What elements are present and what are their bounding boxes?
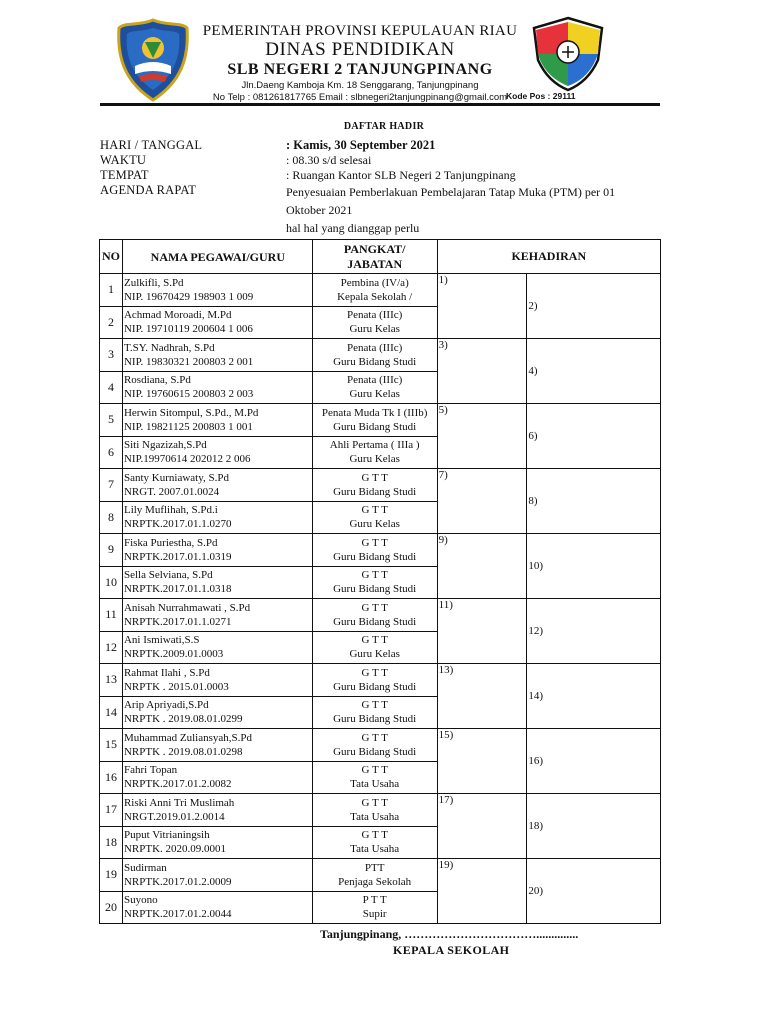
position: Tata Usaha bbox=[350, 778, 400, 791]
rank-cell bbox=[312, 566, 437, 599]
school-crest-icon bbox=[528, 14, 608, 92]
row-number: 20 bbox=[100, 891, 123, 924]
rank-grade: G T T bbox=[361, 569, 388, 582]
letterhead-rule bbox=[100, 103, 660, 106]
position: Guru Kelas bbox=[349, 323, 400, 336]
employee-name: Santy Kurniawaty, S.Pd bbox=[123, 471, 229, 484]
signature-cell-even[interactable]: 2) bbox=[527, 274, 661, 339]
position: Guru Bidang Studi bbox=[333, 550, 417, 563]
row-number: 10 bbox=[100, 566, 123, 599]
employee-cell bbox=[122, 436, 312, 469]
rank-grade: G T T bbox=[361, 666, 388, 679]
table-row bbox=[100, 859, 661, 892]
employee-cell bbox=[122, 566, 312, 599]
row-number: 1 bbox=[100, 274, 123, 307]
row-number: 19 bbox=[100, 859, 123, 892]
signature-cell-odd[interactable]: 9) bbox=[437, 534, 527, 599]
employee-cell bbox=[122, 501, 312, 534]
signature-cell-even[interactable]: 20) bbox=[527, 859, 661, 924]
position: Guru Kelas bbox=[349, 518, 400, 531]
table-row bbox=[100, 794, 661, 827]
signature-cell-odd[interactable]: 1) bbox=[437, 274, 527, 339]
signature-cell-even[interactable]: 16) bbox=[527, 729, 661, 794]
employee-name: Zulkifli, S.Pd bbox=[123, 276, 184, 289]
signature-cell-even[interactable]: 10) bbox=[527, 534, 661, 599]
employee-name: Herwin Sitompul, S.Pd., M.Pd bbox=[123, 406, 259, 419]
rank-cell bbox=[312, 404, 437, 437]
rank-cell bbox=[312, 306, 437, 339]
date-label: HARI / TANGGAL bbox=[100, 138, 203, 152]
employee-cell bbox=[122, 371, 312, 404]
signature-cell-even[interactable]: 8) bbox=[527, 469, 661, 534]
position: Penjaga Sekolah bbox=[338, 875, 412, 888]
employee-cell bbox=[122, 761, 312, 794]
employee-id: NRPTK.2017.01.1.0271 bbox=[123, 615, 232, 628]
employee-name: Puput Vitrianingsih bbox=[123, 829, 210, 842]
rank-grade: G T T bbox=[361, 764, 388, 777]
rank-grade: G T T bbox=[361, 471, 388, 484]
rank-cell bbox=[312, 436, 437, 469]
employee-id: NRPTK.2017.01.1.0319 bbox=[123, 550, 232, 563]
signature-cell-odd[interactable]: 11) bbox=[437, 599, 527, 664]
rank-grade: PTT bbox=[364, 861, 385, 874]
employee-name: T.SY. Nadhrah, S.Pd bbox=[123, 341, 215, 354]
employee-name: Arip Apriyadi,S.Pd bbox=[123, 699, 209, 712]
position: Guru Bidang Studi bbox=[333, 583, 417, 596]
row-number: 12 bbox=[100, 631, 123, 664]
row-number: 15 bbox=[100, 729, 123, 762]
position: Guru Kelas bbox=[349, 388, 400, 401]
rank-cell bbox=[312, 534, 437, 567]
signature-cell-even[interactable]: 14) bbox=[527, 664, 661, 729]
rank-grade: Penata Muda Tk I (IIIb) bbox=[321, 406, 428, 419]
row-number: 6 bbox=[100, 436, 123, 469]
employee-name: Rosdiana, S.Pd bbox=[123, 374, 191, 387]
employee-id: NRPTK . 2019.08.01.0298 bbox=[123, 745, 243, 758]
employee-id: NRGT. 2007.01.0024 bbox=[123, 485, 220, 498]
employee-cell bbox=[122, 404, 312, 437]
position: Kepala Sekolah / bbox=[337, 290, 413, 303]
employee-name: Muhammad Zuliansyah,S.Pd bbox=[123, 731, 252, 744]
kop-agency: DINAS PENDIDIKAN bbox=[265, 39, 455, 60]
row-number: 13 bbox=[100, 664, 123, 697]
employee-cell bbox=[122, 794, 312, 827]
provincial-emblem-icon bbox=[115, 18, 191, 102]
row-number: 18 bbox=[100, 826, 123, 859]
rank-cell bbox=[312, 859, 437, 892]
employee-id: NRPTK . 2019.08.01.0299 bbox=[123, 713, 243, 726]
signature-cell-odd[interactable]: 5) bbox=[437, 404, 527, 469]
rank-grade: P T T bbox=[362, 894, 387, 907]
signature-cell-odd[interactable]: 17) bbox=[437, 794, 527, 859]
table-row bbox=[100, 469, 661, 502]
position: Guru Bidang Studi bbox=[333, 680, 417, 693]
signature-cell-odd[interactable]: 15) bbox=[437, 729, 527, 794]
position: Guru Bidang Studi bbox=[333, 713, 417, 726]
position: Guru Bidang Studi bbox=[333, 420, 417, 433]
rank-cell bbox=[312, 729, 437, 762]
document-title: DAFTAR HADIR bbox=[343, 121, 425, 132]
position: Guru Bidang Studi bbox=[333, 745, 417, 758]
rank-grade: G T T bbox=[361, 601, 388, 614]
rank-cell bbox=[312, 371, 437, 404]
position: Supir bbox=[362, 908, 387, 921]
info-row-place bbox=[100, 168, 660, 183]
employee-cell bbox=[122, 664, 312, 697]
rank-cell bbox=[312, 599, 437, 632]
attendance-table bbox=[99, 239, 661, 924]
employee-id: NRPTK.2017.01.2.0082 bbox=[123, 778, 232, 791]
employee-id: NRPTK.2017.01.1.0318 bbox=[123, 583, 232, 596]
employee-id: NIP. 19670429 198903 1 009 bbox=[123, 290, 254, 303]
employee-id: NRGT.2019.01.2.0014 bbox=[123, 810, 225, 823]
table-row bbox=[100, 274, 661, 307]
agenda-line-1: Penyesuaian Pemberlakuan Pembelajaran Tatap Muka (PTM) per 01 bbox=[286, 185, 616, 199]
employee-id: NIP.19970614 202012 2 006 bbox=[123, 453, 251, 466]
row-number: 16 bbox=[100, 761, 123, 794]
employee-id: NRPTK.2017.01.2.0044 bbox=[123, 908, 232, 921]
attendance-table-body bbox=[100, 274, 661, 924]
info-row-time bbox=[100, 153, 660, 168]
table-row bbox=[100, 404, 661, 437]
header-rank-line1: PANGKAT/ bbox=[343, 241, 406, 256]
rank-cell bbox=[312, 794, 437, 827]
employee-cell bbox=[122, 891, 312, 924]
info-row-agenda bbox=[100, 183, 660, 237]
time-value: : 08.30 s/d selesai bbox=[286, 153, 372, 167]
agenda-label: AGENDA RAPAT bbox=[100, 183, 197, 197]
table-row bbox=[100, 534, 661, 567]
employee-id: NRPTK . 2015.01.0003 bbox=[123, 680, 229, 693]
agenda-value bbox=[286, 183, 660, 237]
employee-id: NRPTK.2017.01.1.0270 bbox=[123, 518, 232, 531]
employee-name: Fahri Topan bbox=[123, 764, 178, 777]
header-rank bbox=[312, 240, 437, 274]
rank-cell bbox=[312, 339, 437, 372]
rank-cell bbox=[312, 501, 437, 534]
position: Guru Bidang Studi bbox=[333, 485, 417, 498]
kop-school: SLB NEGERI 2 TANJUNGPINANG bbox=[227, 61, 493, 78]
signature-cell-even[interactable]: 6) bbox=[527, 404, 661, 469]
rank-grade: G T T bbox=[361, 731, 388, 744]
signature-cell-even[interactable]: 18) bbox=[527, 794, 661, 859]
employee-name: Achmad Moroadi, M.Pd bbox=[123, 309, 232, 322]
header-name: NAMA PEGAWAI/GURU bbox=[122, 240, 312, 274]
employee-cell bbox=[122, 534, 312, 567]
employee-cell bbox=[122, 306, 312, 339]
table-row bbox=[100, 339, 661, 372]
time-label: WAKTU bbox=[100, 153, 147, 167]
employee-name: Anisah Nurrahmawati , S.Pd bbox=[123, 601, 251, 614]
employee-id: NIP. 19710119 200604 1 006 bbox=[123, 323, 253, 336]
rank-grade: G T T bbox=[361, 504, 388, 517]
row-number: 3 bbox=[100, 339, 123, 372]
employee-name: Fiska Puriestha, S.Pd bbox=[123, 536, 218, 549]
rank-grade: G T T bbox=[361, 536, 388, 549]
meeting-info bbox=[100, 138, 660, 237]
signature-place-date: Tanjungpinang, …………………………….............. bbox=[320, 927, 579, 941]
employee-id: NIP. 19830321 200803 2 001 bbox=[123, 355, 254, 368]
employee-cell bbox=[122, 729, 312, 762]
signature-cell-even[interactable]: 12) bbox=[527, 599, 661, 664]
employee-name: Suyono bbox=[123, 894, 158, 907]
employee-name: Ani Ismiwati,S.S bbox=[123, 634, 200, 647]
rank-grade: Ahli Pertama ( IIIa ) bbox=[329, 439, 420, 452]
row-number: 2 bbox=[100, 306, 123, 339]
rank-grade: G T T bbox=[361, 829, 388, 842]
employee-name: Sudirman bbox=[123, 861, 167, 874]
row-number: 8 bbox=[100, 501, 123, 534]
row-number: 4 bbox=[100, 371, 123, 404]
position: Guru Bidang Studi bbox=[333, 615, 417, 628]
rank-cell bbox=[312, 761, 437, 794]
signature-cell-even[interactable]: 4) bbox=[527, 339, 661, 404]
employee-cell bbox=[122, 274, 312, 307]
employee-cell bbox=[122, 469, 312, 502]
rank-grade: Penata (IIIc) bbox=[347, 309, 403, 322]
signature-cell-odd[interactable]: 13) bbox=[437, 664, 527, 729]
position: Tata Usaha bbox=[350, 843, 400, 856]
row-number: 17 bbox=[100, 794, 123, 827]
employee-id: NRPTK.2009.01.0003 bbox=[123, 648, 224, 661]
employee-name: Lily Muflihah, S.Pd.i bbox=[123, 504, 218, 517]
table-row bbox=[100, 729, 661, 762]
employee-cell bbox=[122, 859, 312, 892]
agenda-line-2: Oktober 2021 bbox=[286, 203, 353, 217]
date-value: : Kamis, 30 September 2021 bbox=[286, 138, 436, 152]
employee-id: NRPTK. 2020.09.0001 bbox=[123, 843, 227, 856]
employee-cell bbox=[122, 599, 312, 632]
employee-name: Rahmat Ilahi , S.Pd bbox=[123, 666, 210, 679]
employee-id: NRPTK.2017.01.2.0009 bbox=[123, 875, 232, 888]
position: Guru Kelas bbox=[349, 648, 400, 661]
employee-id: NIP. 19821125 200803 1 001 bbox=[123, 420, 253, 433]
rank-cell bbox=[312, 274, 437, 307]
letterhead bbox=[0, 0, 768, 110]
rank-cell bbox=[312, 696, 437, 729]
employee-id: NIP. 19760615 200803 2 003 bbox=[123, 388, 254, 401]
table-header-row bbox=[100, 240, 661, 274]
position: Tata Usaha bbox=[350, 810, 400, 823]
row-number: 5 bbox=[100, 404, 123, 437]
header-attendance: KEHADIRAN bbox=[437, 240, 660, 274]
agenda-line-3: hal hal yang dianggap perlu bbox=[286, 221, 420, 235]
header-no: NO bbox=[100, 240, 123, 274]
employee-cell bbox=[122, 339, 312, 372]
table-row bbox=[100, 664, 661, 697]
info-row-date bbox=[100, 138, 660, 153]
employee-name: Sella Selviana, S.Pd bbox=[123, 569, 213, 582]
rank-grade: Penata (IIIc) bbox=[347, 341, 403, 354]
row-number: 9 bbox=[100, 534, 123, 567]
rank-cell bbox=[312, 631, 437, 664]
rank-grade: G T T bbox=[361, 634, 388, 647]
row-number: 14 bbox=[100, 696, 123, 729]
row-number: 11 bbox=[100, 599, 123, 632]
signature-cell-odd[interactable]: 19) bbox=[437, 859, 527, 924]
kop-contact: No Telp : 081261817765 Email : slbnegeri2tanjungpinang@gmail.com bbox=[212, 92, 508, 103]
position: Guru Kelas bbox=[349, 453, 400, 466]
position: Guru Bidang Studi bbox=[333, 355, 417, 368]
rank-cell bbox=[312, 891, 437, 924]
place-value: : Ruangan Kantor SLB Negeri 2 Tanjungpinang bbox=[286, 168, 516, 182]
postal-code: Kode Pos : 29111 bbox=[506, 91, 576, 101]
row-number: 7 bbox=[100, 469, 123, 502]
header-rank-line2: JABATAN bbox=[347, 256, 403, 271]
employee-name: Riski Anni Tri Muslimah bbox=[123, 796, 235, 809]
rank-grade: G T T bbox=[361, 699, 388, 712]
rank-cell bbox=[312, 826, 437, 859]
table-row bbox=[100, 599, 661, 632]
signature-title: KEPALA SEKOLAH bbox=[393, 943, 510, 957]
kop-government: PEMERINTAH PROVINSI KEPULAUAN RIAU bbox=[202, 23, 518, 39]
rank-grade: G T T bbox=[361, 796, 388, 809]
employee-name: Siti Ngazizah,S.Pd bbox=[123, 439, 207, 452]
signature-cell-odd[interactable]: 7) bbox=[437, 469, 527, 534]
employee-cell bbox=[122, 631, 312, 664]
signature-cell-odd[interactable]: 3) bbox=[437, 339, 527, 404]
kop-address: Jln.Daeng Kamboja Km. 18 Senggarang, Tanjungpinang bbox=[241, 80, 479, 91]
employee-cell bbox=[122, 826, 312, 859]
rank-grade: Pembina (IV/a) bbox=[340, 276, 409, 289]
rank-grade: Penata (IIIc) bbox=[347, 374, 403, 387]
employee-cell bbox=[122, 696, 312, 729]
rank-cell bbox=[312, 469, 437, 502]
place-label: TEMPAT bbox=[100, 168, 149, 182]
rank-cell bbox=[312, 664, 437, 697]
